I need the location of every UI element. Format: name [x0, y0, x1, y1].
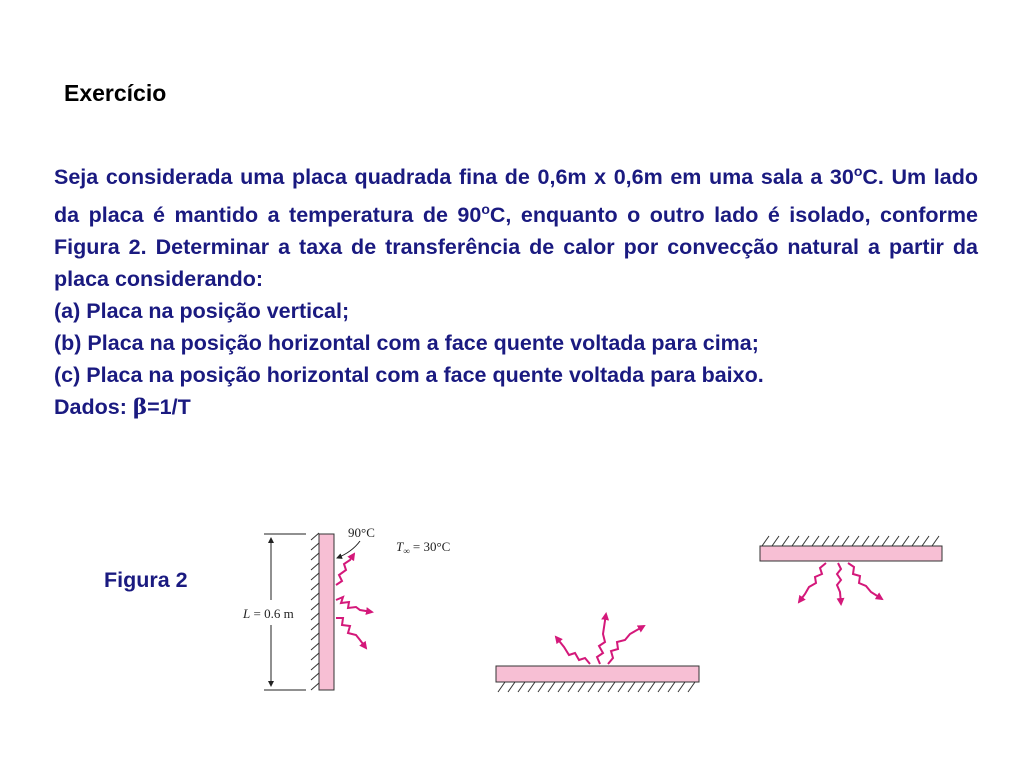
- ambient-temperature-label: $T_\infty = 30^\circ C$: [396, 539, 451, 556]
- beta-symbol: β: [132, 395, 148, 421]
- figure-label: Figura 2: [104, 568, 188, 592]
- data-formula: =1/T: [147, 395, 191, 420]
- convection-arrows-up: [556, 614, 644, 664]
- horizontal-plate-hot-down: [760, 536, 942, 604]
- length-label: L = 0.6 m: [243, 606, 294, 621]
- plate-temperature-label: 90°C: [348, 525, 375, 540]
- temperature-leader: [337, 541, 360, 558]
- degree-superscript-2: o: [481, 201, 490, 218]
- degree-superscript-1: o: [853, 163, 863, 179]
- insulation-hatch-bottom: [498, 682, 695, 692]
- insulation-hatch-top: [762, 536, 939, 546]
- convection-arrows-down: [799, 563, 882, 604]
- horizontal-plate-bottom: [496, 666, 699, 682]
- item-a: (a) Placa na posição vertical;: [54, 299, 350, 324]
- item-b: (b) Placa na posição horizontal com a face quente voltada para cima;: [54, 331, 759, 356]
- insulation-hatch-vertical: [311, 533, 319, 690]
- horizontal-plate-hot-up: [496, 614, 699, 692]
- convection-arrows-vertical: [336, 554, 372, 648]
- vertical-plate-diagram: [242, 525, 450, 690]
- slide-title: Exercício: [64, 80, 167, 106]
- vertical-plate: [319, 534, 334, 690]
- paragraph-part-2: C. Um lado da placa é mantido a temperatura de 90: [54, 165, 978, 228]
- horizontal-plate-top: [760, 546, 942, 561]
- paragraph-part-1: Seja considerada uma placa quadrada fina de 0,6m x 0,6m em uma sala a 30: [54, 165, 854, 190]
- item-c: (c) Placa na posição horizontal com a face quente voltada para baixo.: [54, 363, 764, 388]
- data-label: Dados:: [54, 395, 133, 420]
- paragraph-part-3: C, enquanto o outro lado é isolado, conforme Figura 2. Determinar a taxa de transferência de calor por convecção natural a partir da placa considerando:: [54, 203, 978, 292]
